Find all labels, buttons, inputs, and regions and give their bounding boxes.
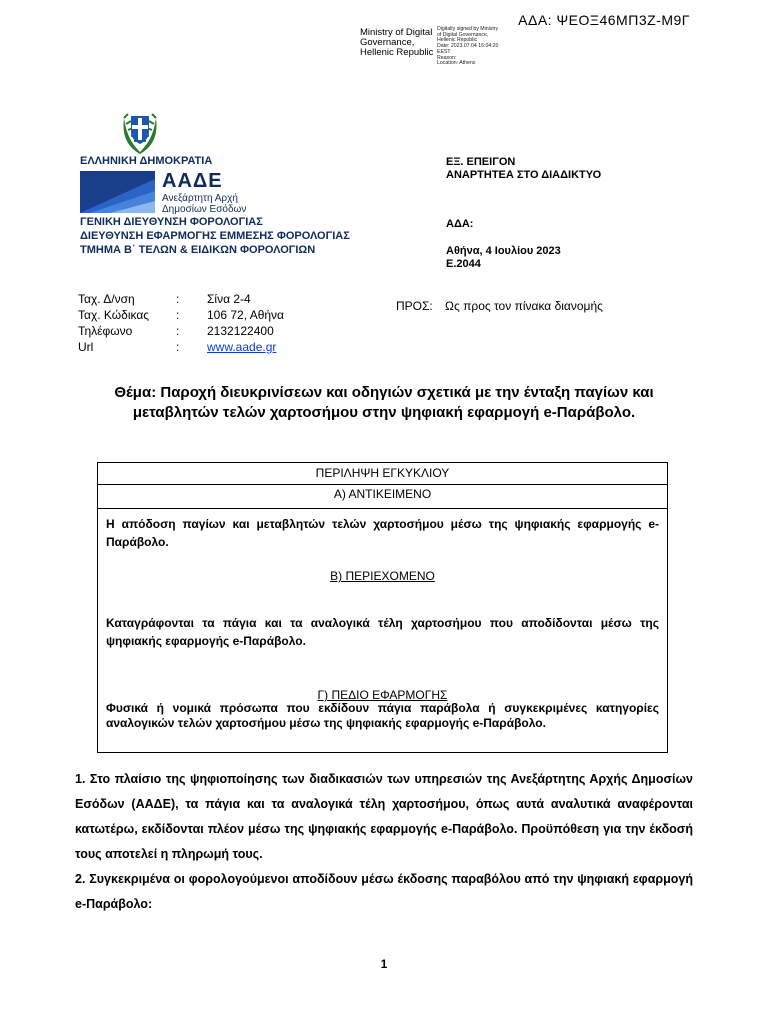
summary-section-c-title: Γ) ΠΕΔΙΟ ΕΦΑΡΜΟΓΗΣ xyxy=(317,688,448,702)
contact-row xyxy=(78,307,284,323)
subject xyxy=(40,383,728,423)
aade-name: ΑΑΔΕ xyxy=(162,170,223,192)
signature-details xyxy=(437,27,498,67)
summary-section-a-title: Α) ΑΝΤΙΚΕΙΜΕΝΟ xyxy=(333,487,432,501)
website-link[interactable]: www.aade.gr xyxy=(207,340,277,354)
ada-label: ΑΔΑ: xyxy=(446,218,474,230)
signature-org-line: Governance, xyxy=(360,37,415,48)
contact-colon: : xyxy=(176,340,180,354)
signature-org-line: Ministry of Digital xyxy=(360,27,433,38)
contact-label: Ταχ. Δ/νση xyxy=(78,292,135,306)
summary-section-b-title: Β) ΠΕΡΙΕΧΟΜΕΝΟ xyxy=(330,569,435,583)
signature-detail-line: Location: Athens xyxy=(437,60,476,67)
aade-logo-icon xyxy=(80,171,155,213)
contact-label: Τηλέφωνο xyxy=(78,324,133,338)
greek-emblem-icon xyxy=(120,108,160,156)
contact-label: Url xyxy=(78,340,94,354)
contact-row xyxy=(78,291,284,307)
contact-colon: : xyxy=(176,324,180,338)
department-section: ΤΜΗΜΑ Β΄ ΤΕΛΩΝ & ΕΙΔΙΚΩΝ ΦΟΡΟΛΟΓΙΩΝ xyxy=(80,244,316,256)
page-number: 1 xyxy=(380,957,388,971)
hellenic-republic-label: ΕΛΛΗΝΙΚΗ ΔΗΜΟΚΡΑΤΙΑ xyxy=(80,155,213,167)
urgent-label: ΕΞ. ΕΠΕΙΓΟΝ xyxy=(446,156,516,168)
contact-value: 106 72, Αθήνα xyxy=(207,308,284,322)
recipient-label: ΠΡΟΣ: xyxy=(396,299,433,313)
body-paragraph-2: 2. Συγκεκριμένα οι φορολογούμενοι αποδίδουν μέσω έκδοσης παραβόλου από την ψηφιακή εφαρμογή e-Παράβολο: xyxy=(75,872,693,911)
summary-divider xyxy=(98,508,667,509)
subject-line: μεταβλητών τελών χαρτοσήμου στην ψηφιακή εφαρμογή e-Παράβολο. xyxy=(132,404,636,421)
document-ada-code: ΑΔΑ: ΨΕΟΞ46ΜΠ3Ζ-Μ9Γ xyxy=(518,12,690,28)
contact-colon: : xyxy=(176,308,180,322)
aade-subtitle xyxy=(162,193,246,215)
contact-value: 2132122400 xyxy=(207,324,274,338)
signature-detail-line: Reason: xyxy=(437,54,457,61)
summary-section-a-text: Η απόδοση παγίων και μεταβλητών τελών χαρτοσήμου μέσω της ψηφιακής εφαρμογής e-Παράβολο. xyxy=(106,517,659,549)
contact-value: Σίνα 2-4 xyxy=(207,292,251,306)
aade-subtitle-line: Ανεξάρτητη Αρχή xyxy=(162,193,238,204)
signature-detail-line: Date: 2023.07.04 16:04:20 xyxy=(437,43,499,50)
signature-detail-line: of Digital Governance, xyxy=(437,31,489,38)
department-directorate: ΔΙΕΥΘΥΝΣΗ ΕΦΑΡΜΟΓΗΣ ΕΜΜΕΣΗΣ ΦΟΡΟΛΟΓΙΑΣ xyxy=(80,230,350,242)
signature-org-line: Hellenic Republic xyxy=(360,47,434,58)
summary-section-c-text: Φυσικά ή νομικά πρόσωπα που εκδίδουν πάγια παράβολα ή συγκεκριμένες κατηγορίες αναλογικών τελών χαρτοσήμου μέσω της ψηφιακής εφαρμογής e-Παράβολο. xyxy=(106,701,659,730)
recipient-value: Ως προς τον πίνακα διανομής xyxy=(445,299,603,313)
signature-detail-line: Digitally signed by Ministry xyxy=(437,26,499,32)
signature-detail-line: Hellenic Republic xyxy=(437,37,478,44)
summary-title: ΠΕΡΙΛΗΨΗ ΕΓΚΥΚΛΙΟΥ xyxy=(98,463,667,485)
document-date: Αθήνα, 4 Ιουλίου 2023 xyxy=(446,245,561,257)
signature-detail-line: EEST xyxy=(437,48,451,55)
body-paragraph-1: 1. Στο πλαίσιο της ψηφιοποίησης των διαδικασιών των υπηρεσιών της Ανεξάρτητης Αρχής Δημοσίων Εσόδων (ΑΑΔΕ), τα πάγια και τα αναλογικά τέλη χαρτοσήμου, όπως αυτά αναλυτικά αναφέρονται κατωτέρω, εκδίδονται πλέον μέσω της ψηφιακής εφαρμογής e-Παράβολο. Προϋπόθεση για την έκδοσή τους αποτελεί η πληρωμή τους. xyxy=(75,772,693,861)
contact-row xyxy=(78,339,284,355)
signature-organization xyxy=(360,28,433,58)
department-general-directorate: ΓΕΝΙΚΗ ΔΙΕΥΘΥΝΣΗ ΦΟΡΟΛΟΓΙΑΣ xyxy=(80,216,263,228)
circular-summary-box xyxy=(97,462,668,753)
contact-colon: : xyxy=(176,292,180,306)
contact-details xyxy=(78,291,284,355)
protocol-number: Ε.2044 xyxy=(446,258,481,270)
subject-line: Θέμα: Παροχή διευκρινίσεων και οδηγιών σχετικά με την ένταξη παγίων και xyxy=(114,384,654,401)
summary-section-b-text: Καταγράφονται τα πάγια και τα αναλογικά τέλη χαρτοσήμου που αποδίδονται μέσω της ψηφιακής εφαρμογής e-Παράβολο. xyxy=(106,616,659,648)
post-online-label: ΑΝΑΡΤΗΤΕΑ ΣΤΟ ΔΙΑΔΙΚΤΥΟ xyxy=(446,169,602,181)
contact-row xyxy=(78,323,284,339)
aade-subtitle-line: Δημοσίων Εσόδων xyxy=(162,204,247,215)
contact-label: Ταχ. Κώδικας xyxy=(78,308,150,322)
